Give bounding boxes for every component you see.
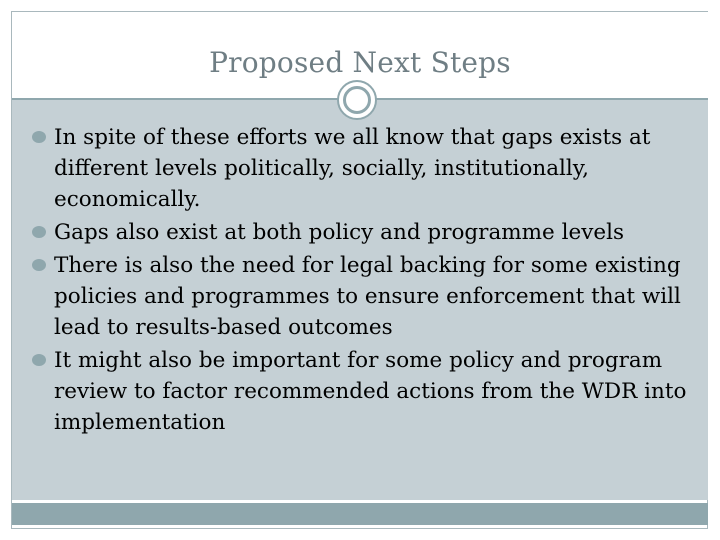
bullet-icon: [32, 226, 46, 238]
ornament-inner-ring: [343, 86, 371, 114]
bullet-text: Gaps also exist at both policy and programme levels: [54, 220, 624, 245]
double-circle-ornament-icon: [337, 80, 377, 120]
bullet-item: [30, 122, 698, 215]
footer-bar: [12, 503, 708, 525]
slide-title: Proposed Next Steps: [209, 46, 511, 79]
bullet-list: [30, 122, 698, 440]
bullet-icon: [32, 131, 46, 143]
bullet-text: There is also the need for legal backing for some existing policies and programmes to ensure enforcement that will lead to results-based outcomes: [54, 253, 681, 340]
bullet-item: [30, 345, 698, 438]
bullet-text: In spite of these efforts we all know that gaps exists at different levels politically, socially, institutionally, economically.: [54, 125, 651, 212]
bullet-text: It might also be important for some policy and program review to factor recommended actions from the WDR into implementation: [54, 348, 687, 435]
bullet-icon: [32, 259, 46, 271]
bullet-item: [30, 250, 698, 343]
bullet-icon: [32, 354, 46, 366]
bullet-item: [30, 217, 698, 248]
